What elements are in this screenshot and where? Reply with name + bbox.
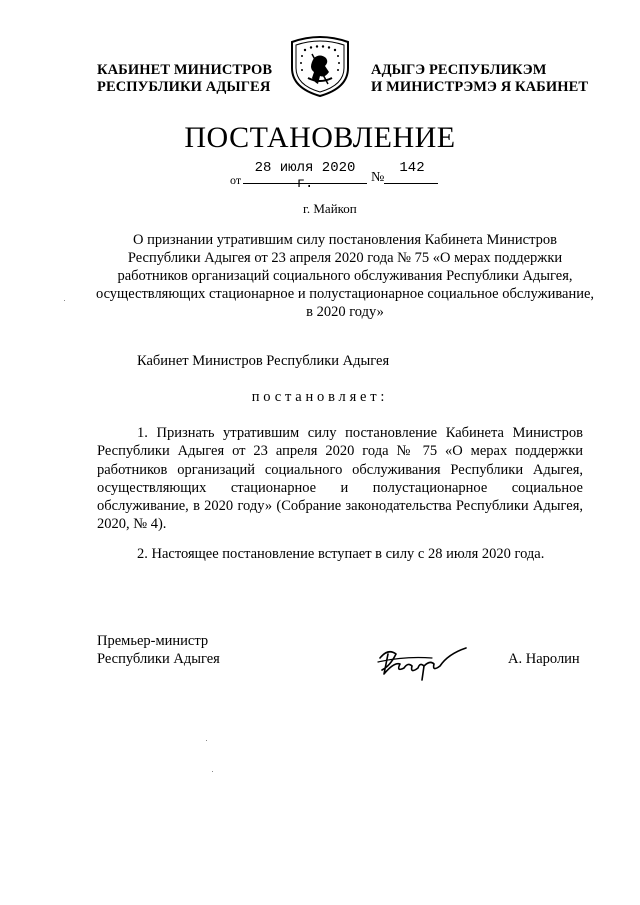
decree-item-1: 1. Признать утратившим силу постановление Кабинета Министров Республики Адыгея от 23 апреля 2020 года № 75 «О мерах поддержки работников организаций социального обслуживания Республики Адыгея, осуществляющих стационарное и полустационарное социальное обслуживание, в 2020 году» (Собрание законодательства Республики Адыгея, 2020, № 4). [97,425,583,533]
document-number: 142 [399,160,425,176]
document-city: г. Майкоп [303,201,357,216]
signer-position-line2: Республики Адыгея [97,651,220,667]
date-prefix: от [230,173,242,187]
header-left-line1: КАБИНЕТ МИНИСТРОВ [97,62,273,78]
header-right-line1: АДЫГЭ РЕСПУБЛИКЭМ [371,62,547,78]
coat-of-arms-icon [284,34,356,98]
document-date: 28 июля 2020 г. [254,160,356,192]
handwritten-signature-icon [374,640,470,690]
header-left-block [97,62,272,96]
number-underline [384,183,438,184]
document-title: ПОСТАНОВЛЕНИЕ [184,121,456,154]
preamble: Кабинет Министров Республики Адыгея [137,353,390,369]
scan-speck [212,771,213,772]
header-left-line2: РЕСПУБЛИКИ АДЫГЕЯ [97,79,271,95]
signer-position-line1: Премьер-министр [97,633,209,649]
signer-name: А. Наролин [508,651,580,667]
header-right-block [371,62,588,96]
decree-item-2: 2. Настоящее постановление вступает в силу с 28 июля 2020 года. [137,546,545,562]
document-subject: О признании утратившим силу постановления Кабинета Министров Республики Адыгея от 23 апреля 2020 года № 75 «О мерах поддержки работников организаций социального обслуживания Республики Адыгея, осуществляющих стационарное и полустационарное социальное обслуживание, в 2020 году» [95,232,595,320]
number-prefix: № [371,170,385,185]
decides-heading: постановляет: [251,389,389,405]
date-underline [243,183,367,184]
header-right-line2: И МИНИСТРЭМЭ Я КАБИНЕТ [371,79,589,95]
scan-speck [206,740,207,741]
scan-speck [64,300,65,301]
signer-position [97,632,220,668]
